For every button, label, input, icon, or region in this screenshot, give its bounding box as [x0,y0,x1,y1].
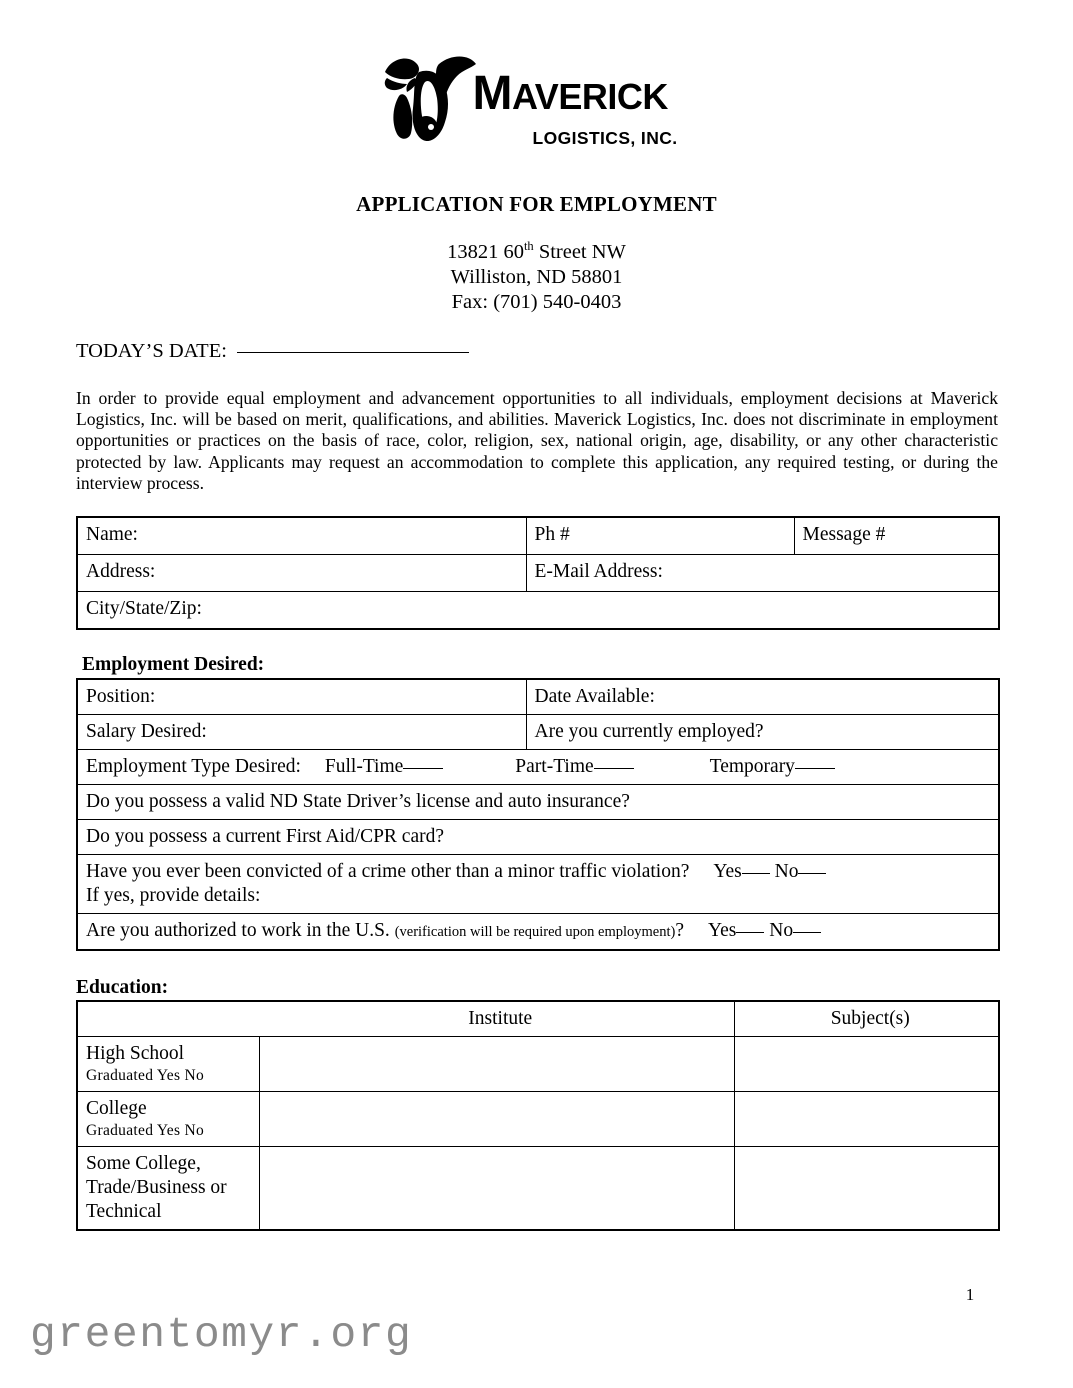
address-line-fax: Fax: (701) 540-0403 [451,291,622,313]
todays-date-label: TODAY’S DATE: [76,340,227,362]
drivers-license-question[interactable]: Do you possess a valid ND State Driver’s license and auto insurance? [77,785,999,820]
salary-desired-field[interactable]: Salary Desired: [77,715,526,750]
conviction-details-label[interactable]: If yes, provide details: [86,885,261,906]
table-row [77,715,999,750]
education-heading: Education: [76,977,169,998]
education-row-label-high-school: High School Graduated Yes No [77,1037,259,1092]
position-field[interactable]: Position: [77,679,526,715]
column-header-subjects: Subject(s) [734,1001,999,1037]
full-time-checkbox-blank[interactable] [403,767,443,769]
equal-opportunity-paragraph: In order to provide equal employment and advancement opportunities to all individuals, employment decisions at Maverick Logistics, Inc. will be based on merit, qualifications, and abilities. Maverick Logistics, Inc. does not discriminate in employment opportunities or practices on the basis of race, color, religion, sex, national origin, age, disability, or any other characteristic protected by law. Applicants may request an accommodation to complete this application, any required testing, or during the interview process. [76,388,998,493]
date-available-field[interactable]: Date Available: [526,679,999,715]
part-time-checkbox-blank[interactable] [594,767,634,769]
table-row [77,750,999,785]
email-field[interactable]: E-Mail Address: [526,555,999,592]
logo-wordmark: MAVERICK [472,67,668,120]
currently-employed-field[interactable]: Are you currently employed? [526,715,999,750]
todays-date-input[interactable] [237,351,469,353]
institute-cell-high-school[interactable] [259,1037,734,1092]
conviction-question-text: Have you ever been convicted of a crime other than a minor traffic violation? [86,861,690,882]
conviction-no-label: No [774,861,799,882]
conviction-no-blank[interactable] [798,872,826,874]
authorized-yes-blank[interactable] [736,931,764,933]
message-number-field[interactable]: Message # [794,517,999,555]
page-number: 1 [965,1285,975,1304]
company-address [0,240,1073,315]
employment-type-label: Employment Type Desired: [86,756,301,777]
education-row-label-college: College Graduated Yes No [77,1092,259,1147]
conviction-yes-blank[interactable] [742,872,770,874]
graduated-yes-no-college[interactable]: Graduated Yes No [86,1122,205,1139]
column-header-institute: Institute [259,1001,734,1037]
address-field[interactable]: Address: [77,555,526,592]
education-corner-cell [77,1001,259,1037]
bull-head-icon [379,48,483,148]
subjects-cell-high-school[interactable] [734,1037,999,1092]
city-state-zip-field[interactable]: City/State/Zip: [77,592,999,630]
graduated-yes-no-high-school[interactable]: Graduated Yes No [86,1067,205,1084]
address-line-city: Williston, ND 58801 [450,266,623,288]
full-time-label: Full-Time [324,756,404,777]
conviction-yes-label: Yes [713,861,742,882]
employment-type-row [77,750,999,785]
institute-cell-college[interactable] [259,1092,734,1147]
work-authorization-row [77,914,999,951]
table-row [77,914,999,951]
table-row [77,820,999,855]
part-time-label: Part-Time [515,756,594,777]
employment-desired-table [76,678,1000,951]
table-row [77,785,999,820]
authorized-no-label: No [769,920,794,941]
company-logo [0,48,1073,165]
table-row [77,1147,999,1231]
temporary-checkbox-blank[interactable] [795,767,835,769]
table-row [77,592,999,630]
table-row [77,517,999,555]
education-row-label-some-college: Some College, Trade/Business or Technical [77,1147,259,1231]
table-row [77,1092,999,1147]
employment-desired-heading: Employment Desired: [82,654,265,675]
name-field[interactable]: Name: [77,517,526,555]
institute-cell-some-college[interactable] [259,1147,734,1231]
watermark: greentomyr.org [30,1310,413,1359]
work-authorization-qmark: ? [675,920,684,941]
address-line-street: 13821 60th Street NW [447,239,626,263]
subjects-cell-college[interactable] [734,1092,999,1147]
conviction-question-row [77,855,999,914]
authorized-yes-label: Yes [708,920,737,941]
temporary-label: Temporary [709,756,795,777]
table-row [77,679,999,715]
table-row [77,1037,999,1092]
logo-subtitle: LOGISTICS, INC. [532,128,678,148]
work-authorization-text: Are you authorized to work in the U.S. [86,920,390,941]
table-row [77,855,999,914]
contact-information-table [76,516,1000,630]
todays-date-row [76,340,469,363]
phone-field[interactable]: Ph # [526,517,794,555]
education-table [76,1000,1000,1231]
page-title: APPLICATION FOR EMPLOYMENT [356,192,717,216]
authorized-no-blank[interactable] [793,931,821,933]
first-aid-question[interactable]: Do you possess a current First Aid/CPR card? [77,820,999,855]
table-row [77,555,999,592]
table-header-row [77,1001,999,1037]
subjects-cell-some-college[interactable] [734,1147,999,1231]
work-authorization-note: (verification will be required upon employment) [394,924,676,940]
